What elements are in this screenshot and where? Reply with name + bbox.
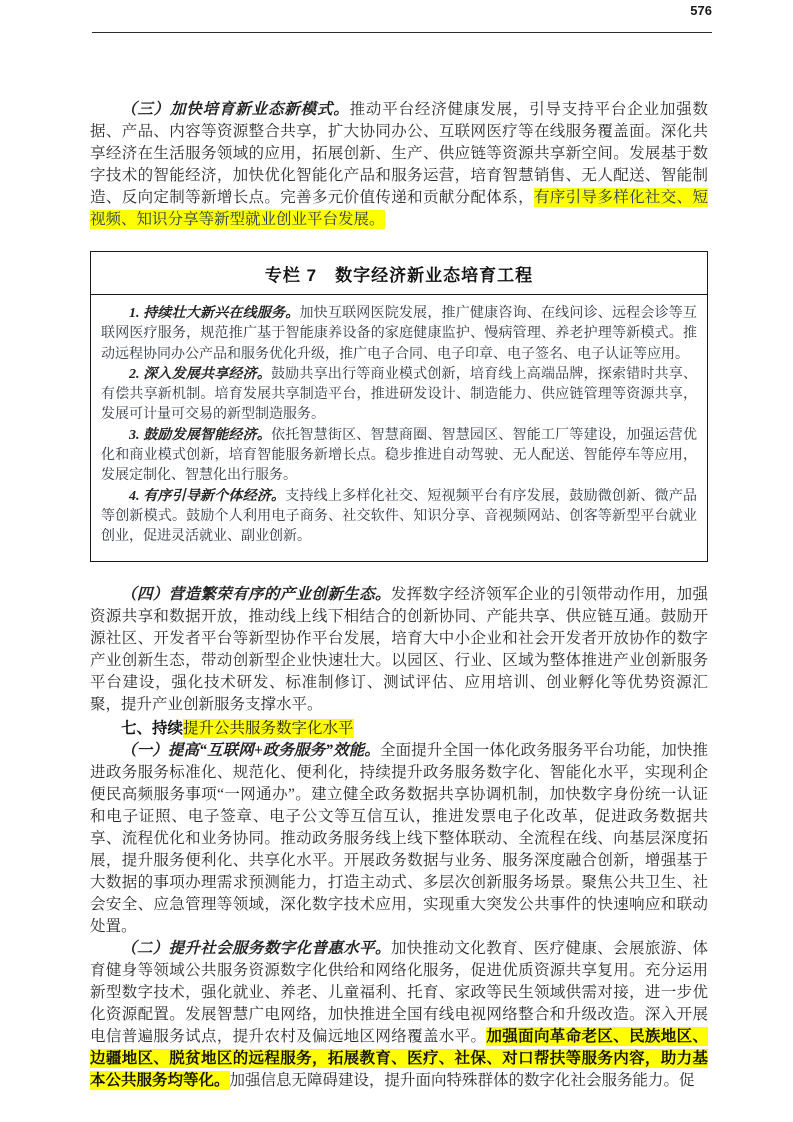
column-7-box-body [91, 295, 707, 561]
box-item-3-body: 依托智慧街区、智慧商圈、智慧园区、智能工厂等建设，加强运营优化和商业模式创新，培育智能服务新增长点。稳步推进自动驾驶、无人配送、智能停车等应用，发展定制化、智慧化出行服务。 [101, 427, 698, 484]
column-7-box-title: 专栏 7 数字经济新业态培育工程 [91, 252, 707, 295]
box-item-2-body: 鼓励共享出行等商业模式创新，培育线上高端品牌，探索错时共享、有偿共享新机制。培育发展共享制造平台，推进研发设计、制造能力、供应链管理等资源共享，发展可计量可交易的新型制造服务。 [101, 366, 698, 423]
box-item-4-lead: 4. 有序引导新个体经济。 [129, 488, 286, 504]
box-item-2-lead: 2. 深入发展共享经济。 [129, 366, 272, 382]
page-number: 576 [690, 3, 712, 18]
paragraph-section-4 [90, 584, 708, 716]
page-header [90, 0, 712, 18]
paragraph-section-7-1-body: 全面提升全国一体化政务服务平台功能，加快推进政务服务标准化、规范化、便利化，持续提升政务服务数字化、智能化水平，实现利企便民高频服务事项“一网通办”。建立健全政务数据共享协调机制，加快数字身份统一认证和电子证照、电子签章、电子公文等互信互认，推进发票电子化改革，促进政务数据共享、流程优化和业务协同。推动政务服务线上线下整体联动、全流程在线、向基层深度拓展，提升服务便利化、共享化水平。开展政务数据与业务、服务深度融合创新，增强基于大数据的事项办理需求预测能力，打造主动式、多层次创新服务场景。聚焦公共卫生、社会安全、应急管理等领域，深化数字技术应用，实现重大突发公共事件的快速响应和联动处置。 [90, 741, 708, 935]
heading-section-7-highlight: 提升公共服务数字化水平 [183, 719, 354, 737]
box-item-4-body: 支持线上多样化社交、短视频平台有序发展，鼓励微创新、微产品等创新模式。鼓励个人利用电子商务、社交软件、知识分享、音视频网站、创客等新型平台就业创业，促进灵活就业、副业创新。 [101, 488, 698, 545]
column-7-box [90, 251, 708, 562]
paragraph-section-7-1-lead: （一）提高“互联网+政务服务”效能。 [121, 741, 381, 759]
paragraph-section-7-2-body-after: 加强信息无障碍建设，提升面向特殊群体的数字化社会服务能力。促 [229, 1071, 695, 1089]
paragraph-section-3 [90, 99, 708, 231]
paragraph-section-3-highlight: 有序引导多样化社交、短视频、知识分享等新型就业创业平台发展。 [90, 189, 708, 228]
box-item-3 [101, 426, 697, 487]
heading-section-7-lead: 七、持续 [121, 719, 184, 737]
paragraph-section-7-2-lead: （二）提升社会服务数字化普惠水平。 [121, 939, 391, 957]
box-item-1 [101, 304, 697, 365]
paragraph-section-3-lead: （三）加快培育新业态新模式。 [121, 101, 350, 118]
box-item-1-lead: 1. 持续壮大新兴在线服务。 [129, 306, 300, 321]
paragraph-section-7-2-highlight: 加强面向革命老区、民族地区、边疆地区、脱贫地区的远程服务，拓展教育、医疗、社保、对口帮扶等服务内容，助力基本公共服务均等化。 [90, 1027, 708, 1089]
paragraph-section-4-body: 发挥数字经济领军企业的引领带动作用，加强资源共享和数据开放，推动线上线下相结合的创新协同、产能共享、供应链互通。鼓励开源社区、开发者平台等新型协作平台发展，培育大中小企业和社会开发者开放协作的数字产业创新生态，带动创新型企业快速壮大。以园区、行业、区域为整体推进产业创新服务平台建设，强化技术研发、标准制修订、测试评估、应用培训、创业孵化等优势资源汇聚，提升产业创新服务支撑水平。 [90, 585, 708, 713]
paragraph-section-7-1 [90, 740, 708, 938]
heading-section-7 [90, 718, 708, 740]
paragraph-section-7-2 [90, 938, 708, 1092]
box-item-2 [101, 365, 697, 426]
paragraph-section-3-body: 推动平台经济健康发展，引导支持平台企业加强数据、产品、内容等资源整合共享，扩大协同办公、互联网医疗等在线服务覆盖面。深化共享经济在生活服务领域的应用，拓展创新、生产、供应链等资源共享新空间。发展基于数字技术的智能经济，加快优化智能化产品和服务运营，培育智慧销售、无人配送、智能制造、反向定制等新增长点。完善多元价值传递和贡献分配体系， [90, 101, 708, 206]
box-item-3-lead: 3. 鼓励发展智能经济。 [129, 427, 272, 443]
box-item-1-body: 加快互联网医院发展，推广健康咨询、在线问诊、远程会诊等互联网医疗服务，规范推广基于智能康养设备的家庭健康监护、慢病管理、养老护理等新模式。推动远程协同办公产品和服务优化升级，推广电子合同、电子印章、电子签名、电子认证等应用。 [101, 306, 698, 362]
paragraph-section-7-2-body-before: 加快推动文化教育、医疗健康、会展旅游、体育健身等领域公共服务资源数字化供给和网络化服务，促进优质资源共享复用。充分运用新型数字技术，强化就业、养老、儿童福利、托育、家政等民生领域供需对接，进一步优化资源配置。发展智慧广电网络，加快推进全国有线电视网络整合和升级改造。深入开展电信普遍服务试点，提升农村及偏远地区网络覆盖水平。 [90, 939, 708, 1045]
page-content [90, 99, 708, 1092]
header-rule [92, 32, 712, 33]
box-item-4 [101, 487, 697, 548]
paragraph-section-4-lead: （四）营造繁荣有序的产业创新生态。 [121, 585, 391, 603]
